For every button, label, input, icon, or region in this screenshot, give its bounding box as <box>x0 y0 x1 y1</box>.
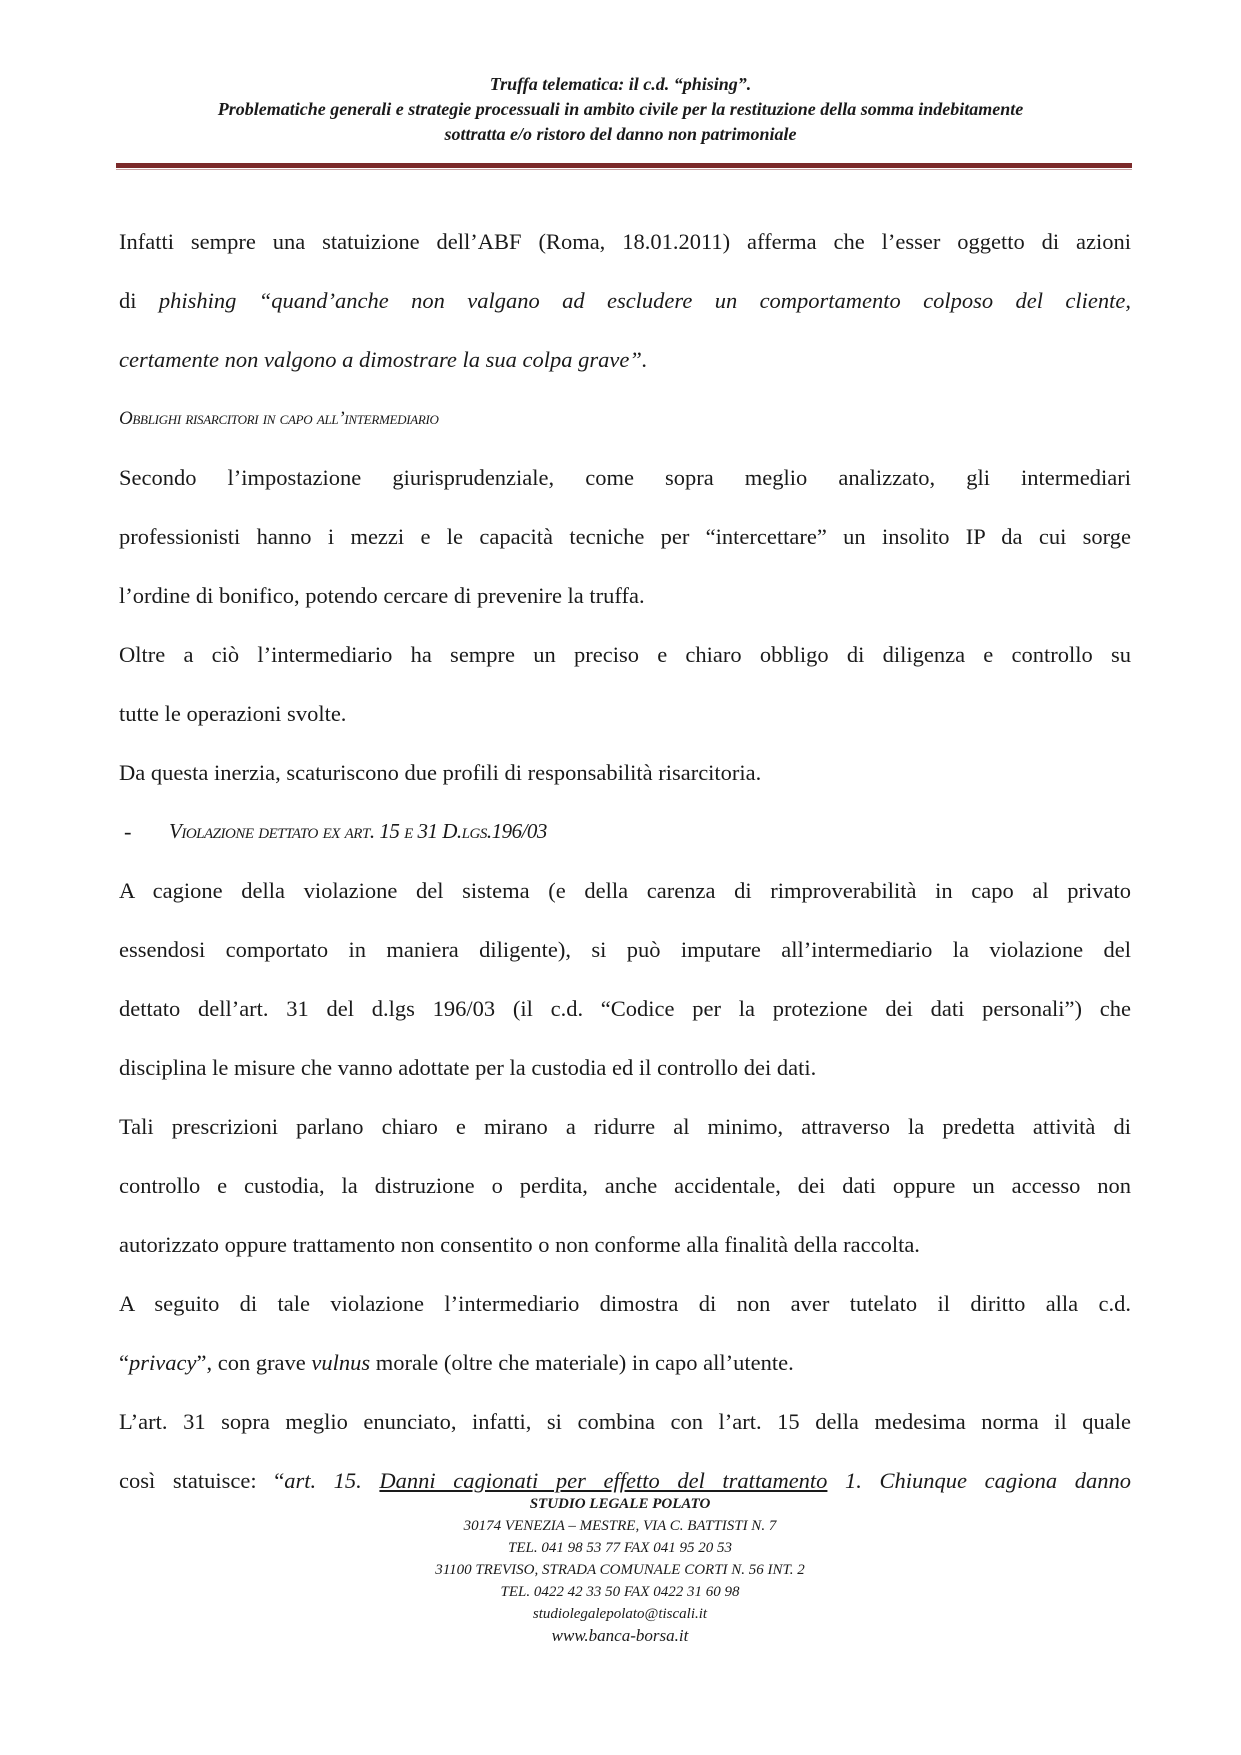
text-line: l’ordine di bonifico, potendo cercare di prevenire la truffa. <box>119 583 645 608</box>
footer-address-treviso: 31100 TREVISO, STRADA COMUNALE CORTI N. 56 INT. 2 <box>435 1562 805 1578</box>
bullet-heading: Violazione dettato ex art. 15 e 31 D.lgs.196/03 <box>169 819 547 843</box>
bullet-dash: - <box>124 819 132 844</box>
text-line: controllo e custodia, la distruzione o perdita, anche accidentale, dei dati oppure un accesso non <box>119 1173 1131 1198</box>
text-line: Infatti sempre una statuizione dell’ABF (Roma, 18.01.2011) afferma che l’esser oggetto di azioni <box>119 229 1131 254</box>
section-heading: Obblighi risarcitori in capo all’intermediario <box>119 408 439 429</box>
paragraph-abf-statement <box>119 212 1131 389</box>
page-header <box>110 72 1131 147</box>
text-line: Tali prescrizioni parlano chiaro e mirano a ridurre al minimo, attraverso la predetta attività di <box>119 1114 1131 1139</box>
page-footer <box>300 1493 940 1647</box>
paragraph-diligence <box>119 625 1131 743</box>
bullet-item <box>119 802 1131 861</box>
text-line: essendosi comportato in maniera diligente), si può imputare all’intermediario la violazione del <box>119 937 1131 962</box>
text-line: autorizzato oppure trattamento non consentito o non conforme alla finalità della raccolta. <box>119 1232 920 1257</box>
footer-website: www.banca-borsa.it <box>551 1626 689 1645</box>
text-line: Da questa inerzia, scaturiscono due profili di responsabilità risarcitoria. <box>119 760 762 785</box>
footer-phone-venezia: TEL. 041 98 53 77 FAX 041 95 20 53 <box>508 1540 732 1556</box>
text-line: disciplina le misure che vanno adottate per la custodia ed il controllo dei dati. <box>119 1055 817 1080</box>
text-line: tutte le operazioni svolte. <box>119 701 347 726</box>
text-line: professionisti hanno i mezzi e le capacità tecniche per “intercettare” un insolito IP da cui sorge <box>119 524 1131 549</box>
paragraph-prescriptions <box>119 1097 1131 1274</box>
header-subtitle-line2: sottratta e/o ristoro del danno non patrimoniale <box>444 124 797 144</box>
text-line: L’art. 31 sopra meglio enunciato, infatti, si combina con l’art. 15 della medesima norma il quale <box>119 1409 1131 1434</box>
text-line: A cagione della violazione del sistema (e della carenza di rimproverabilità in capo al privato <box>119 878 1131 903</box>
text-line: dettato dell’art. 31 del d.lgs 196/03 (il c.d. “Codice per la protezione dei dati personali”) che <box>119 996 1131 1021</box>
header-title: Truffa telematica: il c.d. “phising”. <box>489 74 752 94</box>
paragraph-inertia <box>119 743 1131 802</box>
footer-firm-name: STUDIO LEGALE POLATO <box>529 1496 711 1512</box>
text-line: di phishing “quand’anche non valgano ad escludere un comportamento colposo del cliente, <box>119 288 1131 313</box>
footer-address-venezia: 30174 VENEZIA – MESTRE, VIA C. BATTISTI N. 7 <box>463 1518 777 1534</box>
text-line: così statuisce: “art. 15. Danni cagionati per effetto del trattamento 1. Chiunque cagiona danno <box>119 1468 1131 1493</box>
paragraph-privacy <box>119 1274 1131 1392</box>
footer-phone-treviso: TEL. 0422 42 33 50 FAX 0422 31 60 98 <box>500 1584 740 1600</box>
text-line: Secondo l’impostazione giurisprudenziale, come sopra meglio analizzato, gli intermediari <box>119 465 1131 490</box>
document-body <box>119 212 1131 1510</box>
text-line: A seguito di tale violazione l’intermediario dimostra di non aver tutelato il diritto alla c.d. <box>119 1291 1131 1316</box>
text-line: Oltre a ciò l’intermediario ha sempre un preciso e chiaro obbligo di diligenza e controllo su <box>119 642 1131 667</box>
footer-email: studiolegalepolato@tiscali.it <box>532 1606 708 1622</box>
text-line: “privacy”, con grave vulnus morale (oltre che materiale) in capo all’utente. <box>119 1350 794 1375</box>
paragraph-jurisprudence <box>119 448 1131 625</box>
header-divider <box>116 163 1132 168</box>
text-line: certamente non valgono a dimostrare la sua colpa grave”. <box>119 347 648 372</box>
header-divider-thin <box>116 169 1132 170</box>
paragraph-violation <box>119 861 1131 1097</box>
header-subtitle-line1: Problematiche generali e strategie processuali in ambito civile per la restituzione della somma indebitamente <box>217 99 1024 119</box>
